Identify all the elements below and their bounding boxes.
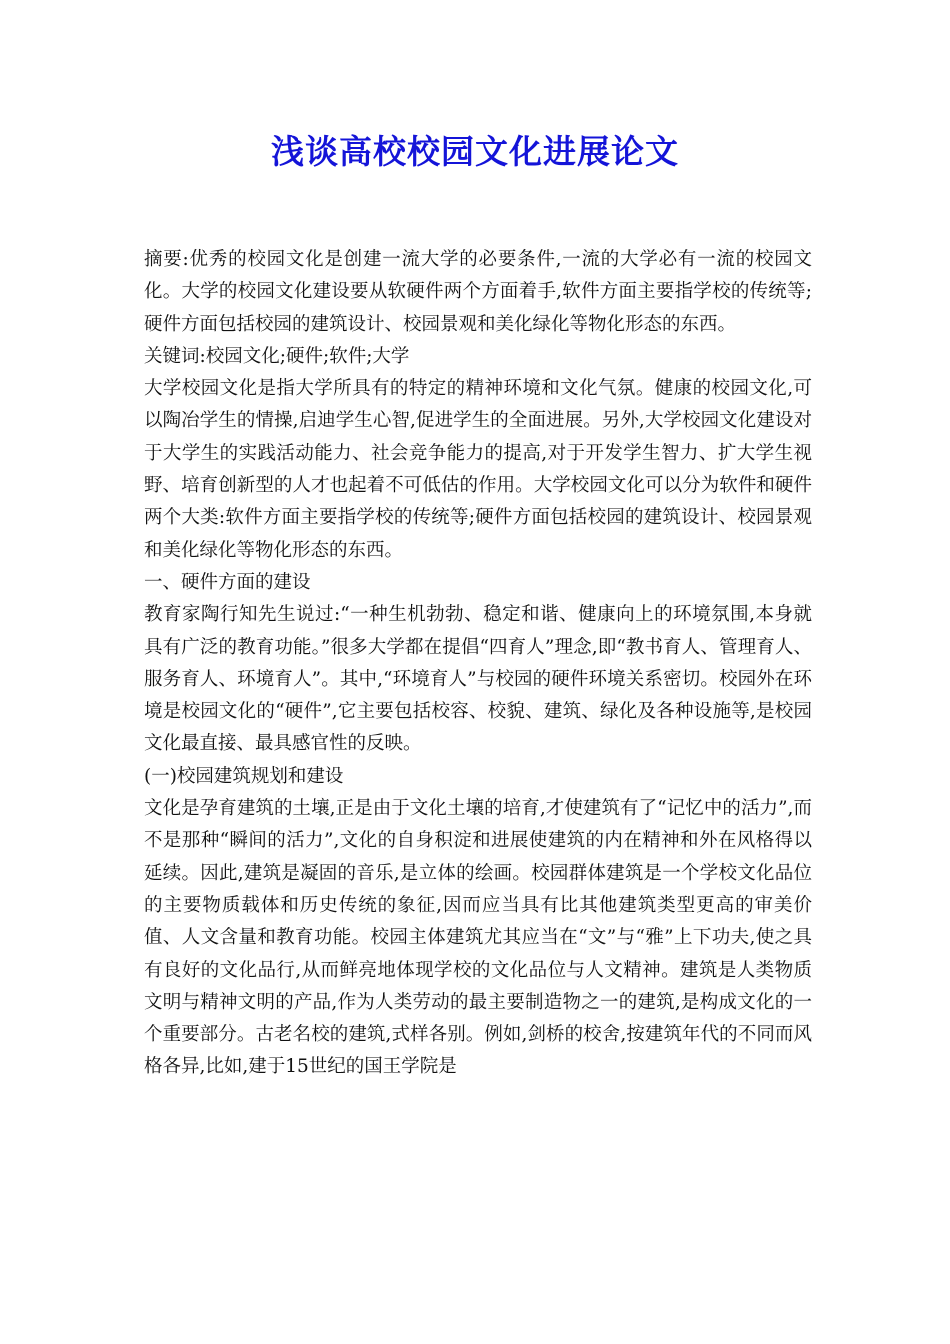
section-heading-hardware: 一、硬件方面的建设 [144, 571, 311, 593]
document-title: 浅谈高校校园文化进展论文 [271, 132, 679, 171]
keywords-line: 关键词:校园文化;硬件;软件;大学 [144, 345, 410, 367]
body-paragraph-architecture: 文化是孕育建筑的土壤,正是由于文化土壤的培育,才使建筑有了“记忆中的活力”,而不是那种“瞬间的活力”,文化的自身积淀和进展使建筑的内在精神和外在风格得以延续。因此,建筑是凝固的音乐,是立体的绘画。校园群体建筑是一个学校文化品位的主要物质载体和历史传统的象征,因而应当具有比其他建筑类型更高的审美价值、人文含量和教育功能。校园主体建筑尤其应当在“文”与“雅”上下功夫,使之具有良好的文化品行,从而鲜亮地体现学校的文化品位与人文精神。建筑是人类物质文明与精神文明的产品,作为人类劳动的最主要制造物之一的建筑,是构成文化的一个重要部分。古老名校的建筑,式样各别。例如,剑桥的校舍,按建筑年代的不同而风格各异,比如,建于15世纪的国王学院是 [144, 798, 812, 1078]
subsection-heading-architecture: (一)校园建筑规划和建设 [144, 765, 344, 787]
body-paragraph-environment: 教育家陶行知先生说过:“一种生机勃勃、稳定和谐、健康向上的环境氛围,本身就具有广泛的教育功能。”很多大学都在提倡“四育人”理念,即“教书育人、管理育人、服务育人、环境育人”。其中,“环境育人”与校园的硬件环境关系密切。校园外在环境是校园文化的“硬件”,它主要包括校容、校貌、建筑、绿化及各种设施等,是校园文化最直接、最具感官性的反映。 [144, 604, 812, 755]
document-body [144, 244, 812, 1084]
intro-paragraph: 大学校园文化是指大学所具有的特定的精神环境和文化气氛。健康的校园文化,可以陶冶学生的情操,启迪学生心智,促进学生的全面进展。另外,大学校园文化建设对于大学生的实践活动能力、社会竞争能力的提高,对于开发学生智力、扩大学生视野、培育创新型的人才也起着不可低估的作用。大学校园文化可以分为软件和硬件两个大类:软件方面主要指学校的传统等;硬件方面包括校园的建筑设计、校园景观和美化绿化等物化形态的东西。 [144, 378, 812, 561]
abstract-paragraph: 摘要:优秀的校园文化是创建一流大学的必要条件,一流的大学必有一流的校园文化。大学的校园文化建设要从软硬件两个方面着手,软件方面主要指学校的传统等;硬件方面包括校园的建筑设计、校园景观和美化绿化等物化形态的东西。 [144, 249, 812, 335]
